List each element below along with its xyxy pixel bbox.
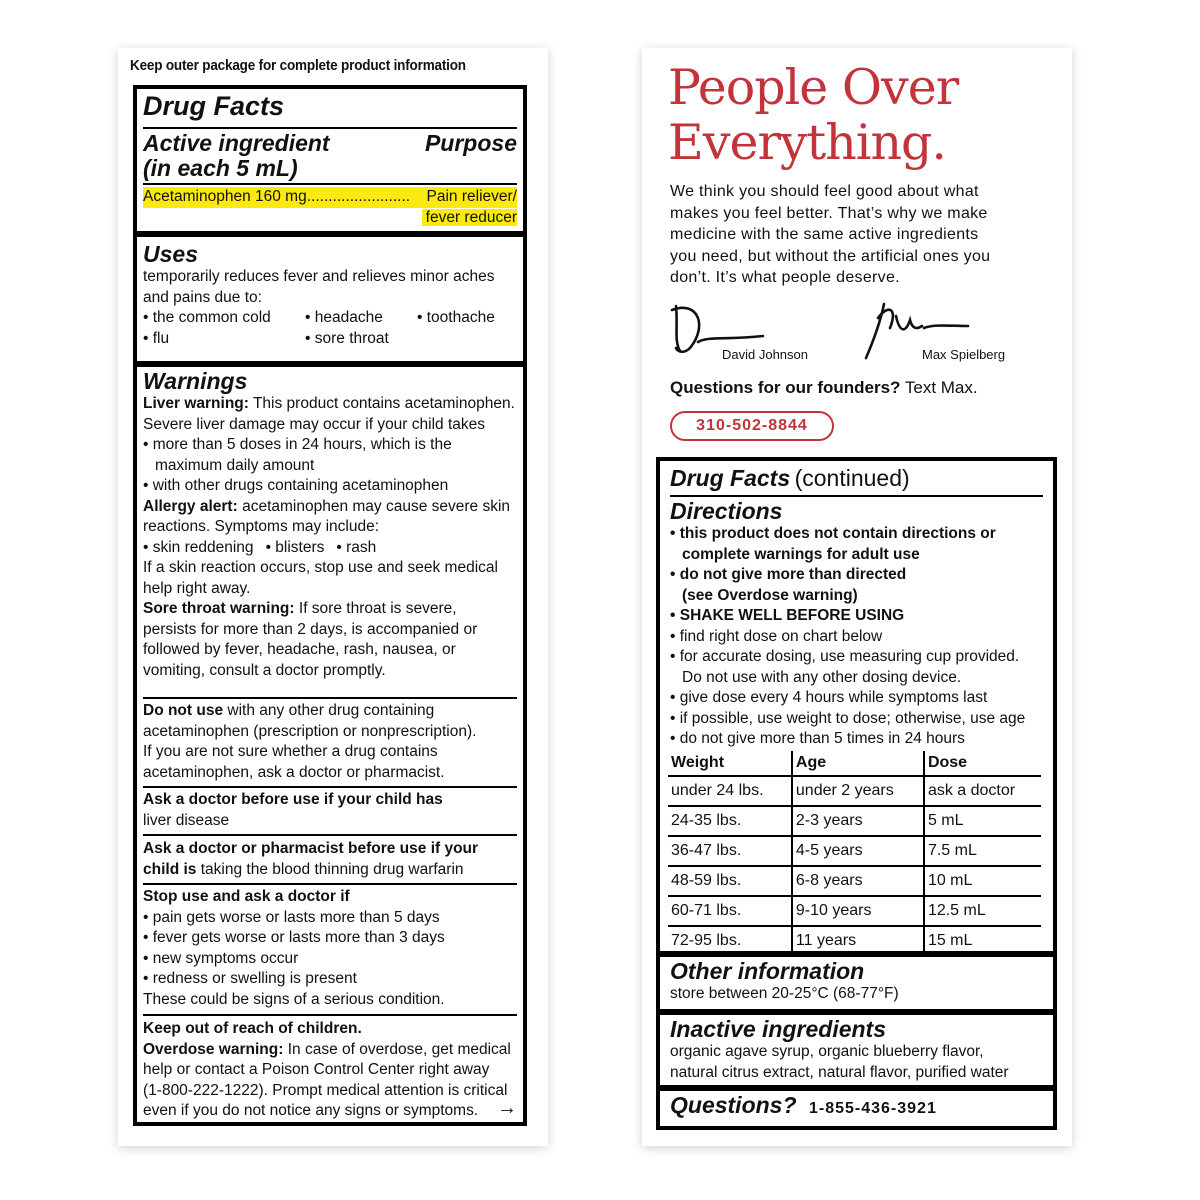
direction-item: • find right dose on chart below [670,627,1047,648]
questions-phone: 1-855-436-3921 [808,1100,937,1117]
active-sub: (in each 5 mL) [143,155,298,181]
direction-item: Do not use with any other dosing device. [682,668,962,686]
dosing-table-cell: 72-95 lbs. [671,932,742,949]
drug-facts-title: Drug Facts [143,91,285,121]
use-item: • flu [143,329,305,350]
purpose-2: fever reducer [422,209,517,226]
continue-arrow-icon: → [497,1097,517,1119]
dose-col-header: Dose [924,751,1041,776]
drug-facts-box [133,85,527,1126]
dosing-table-row [668,836,1041,866]
divider [143,127,517,129]
ask-pharmacist-section: Ask a doctor or pharmacist before use if your child is taking the blood thinning drug warfarin [143,840,479,878]
use-item: • sore throat [305,329,389,350]
purpose-1: Pain reliever/ [426,188,517,205]
dosing-table-header [668,751,1041,776]
founders-question: Questions for our founders? Text Max. [670,378,978,397]
divider [143,1014,517,1016]
thick-divider [660,951,1053,957]
dosing-table-cell: 12.5 mL [924,896,1041,926]
dosing-table-cell: under 24 lbs. [668,776,792,806]
uses-heading: Uses [143,241,198,267]
dose-col-header: Age [792,751,924,776]
ingredient-name: Acetaminophen 160 mg [143,188,307,205]
dosing-table-cell: 48-59 lbs. [668,866,792,896]
use-item: • headache [305,308,417,329]
direction-item: • SHAKE WELL BEFORE USING [670,606,1047,627]
dosing-table-cell: under 2 years [792,776,924,806]
stop-use-section: Stop use and ask a doctor if • pain gets worse or lasts more than 5 days • fever gets worse or lasts more than 3 days • new symptoms occur • redness or swelling is present These could be signs of a serious condition. [143,887,517,1010]
direction-item: complete warnings for adult use [682,545,920,563]
dosing-table-cell: 11 years [792,926,924,955]
dosing-table-cell: 9-10 years [792,896,924,926]
right-panel [642,48,1072,1146]
drug-facts-continued-box [656,457,1057,1130]
divider [143,834,517,836]
dosing-table-cell: 6-8 years [792,866,924,896]
left-panel [118,48,548,1146]
divider [143,697,517,699]
other-info-heading: Other information [670,958,865,984]
uses-section: Uses temporarily reduces fever and relieves minor aches and pains due to: • the common cold • headache • toothache • flu • sore throat [143,242,517,349]
warnings-heading: Warnings [143,368,248,394]
dosing-table-row [668,776,1041,806]
facts-continued-title: Drug Facts (continued) [670,465,910,491]
dosing-table-row [668,866,1041,896]
keep-package-note: Keep outer package for complete product information [130,57,466,74]
ingredient-row: Acetaminophen 160 mg........................ Pain reliever/ fever reducer [143,188,517,226]
direction-item: • if possible, use weight to dose; otherwise, use age [670,709,1047,730]
dose-col-header: Weight [668,751,792,776]
use-item: • the common cold [143,308,305,329]
dosing-table-row [668,806,1041,836]
dosing-table [668,751,1041,955]
inactive-heading: Inactive ingredients [670,1016,887,1042]
intro-text: We think you should feel good about what makes you feel better. That’s why we make medicine with the same active ingredients you need, but without the artificial ones you don’t. It’s what people deserve. [670,183,991,286]
divider [143,183,517,185]
founder-name-max: Max Spielberg [922,347,1006,362]
thick-divider [660,1009,1053,1015]
dosing-table-cell: 24-35 lbs. [668,806,792,836]
warnings-section: Warnings Liver warning: This product contains acetaminophen. Severe liver damage may occur if your child takes • more than 5 doses in 24 hours, which is the maximum daily amount • with other drugs containing acetaminophen Allergy alert: acetaminophen may cause severe skin reactions. Symptoms may include: • skin reddening • blisters • rash If a skin reaction occurs, stop use and seek medical help right away. Sore throat warning: If sore throat is severe, persists for more than 2 days, is accompanied or followed by fever, headache, rash, nausea, or vomiting, consult a doctor promptly. [143,369,517,681]
dosing-table-row [668,896,1041,926]
tagline: People Over Everything. [668,59,959,171]
dosing-table-cell: 4-5 years [792,836,924,866]
directions-list [670,524,1047,750]
directions-heading: Directions [670,498,783,524]
direction-item: • this product does not contain directions or [670,524,1047,545]
directions-section [670,499,1047,750]
dosing-table-cell: 5 mL [924,806,1041,836]
divider [670,495,1043,497]
dosing-table-cell: 7.5 mL [924,836,1041,866]
purpose-heading: Purpose [424,130,517,156]
direction-item: • do not give more than directed [670,565,1047,586]
dosing-table-cell: 2-3 years [792,806,924,836]
questions-heading: Questions? [670,1092,797,1118]
dosing-table-cell: ask a doctor [924,776,1041,806]
ask-doctor-section: Ask a doctor before use if your child has liver disease [143,791,443,829]
divider [143,786,517,788]
direction-item: • for accurate dosing, use measuring cup provided. [670,647,1047,668]
thick-divider [660,1085,1053,1091]
direction-item: • give dose every 4 hours while symptoms last [670,688,1047,709]
other-info-section: Other information store between 20-25°C (68-77°F) [670,959,1047,1005]
dosing-table-cell: 15 mL [924,926,1041,955]
thick-divider [137,231,523,237]
direction-item: • do not give more than 5 times in 24 hours [670,729,1047,750]
keep-out-section: Keep out of reach of children. Overdose warning: In case of overdose, get medical help or contact a Poison Control Center right away (1-800-222-1222). Prompt medical attention is critical even if you do not notice any signs or symptoms. → [143,1020,517,1119]
active-ingredient-header [143,131,517,181]
do-not-use-section: Do not use with any other drug containing acetaminophen (prescription or nonprescription). If you are not sure whether a drug contains acetaminophen, ask a doctor or pharmacist. [143,702,477,781]
founder-name-david: David Johnson [722,347,808,362]
dosing-table-cell: 60-71 lbs. [668,896,792,926]
questions-section [670,1093,1047,1118]
dosing-table-cell: 36-47 lbs. [668,836,792,866]
use-item: • toothache [417,308,495,329]
inactive-section: Inactive ingredients organic agave syrup, organic blueberry flavor, natural citrus extract, natural flavor, purified water [670,1017,1047,1083]
direction-item: (see Overdose warning) [682,586,858,604]
thick-divider [137,361,523,367]
active-heading: Active ingredient [143,130,330,156]
divider [143,883,517,885]
founder-phone-pill[interactable]: 310-502-8844 [670,411,834,441]
dosing-table-cell: 10 mL [924,866,1041,896]
